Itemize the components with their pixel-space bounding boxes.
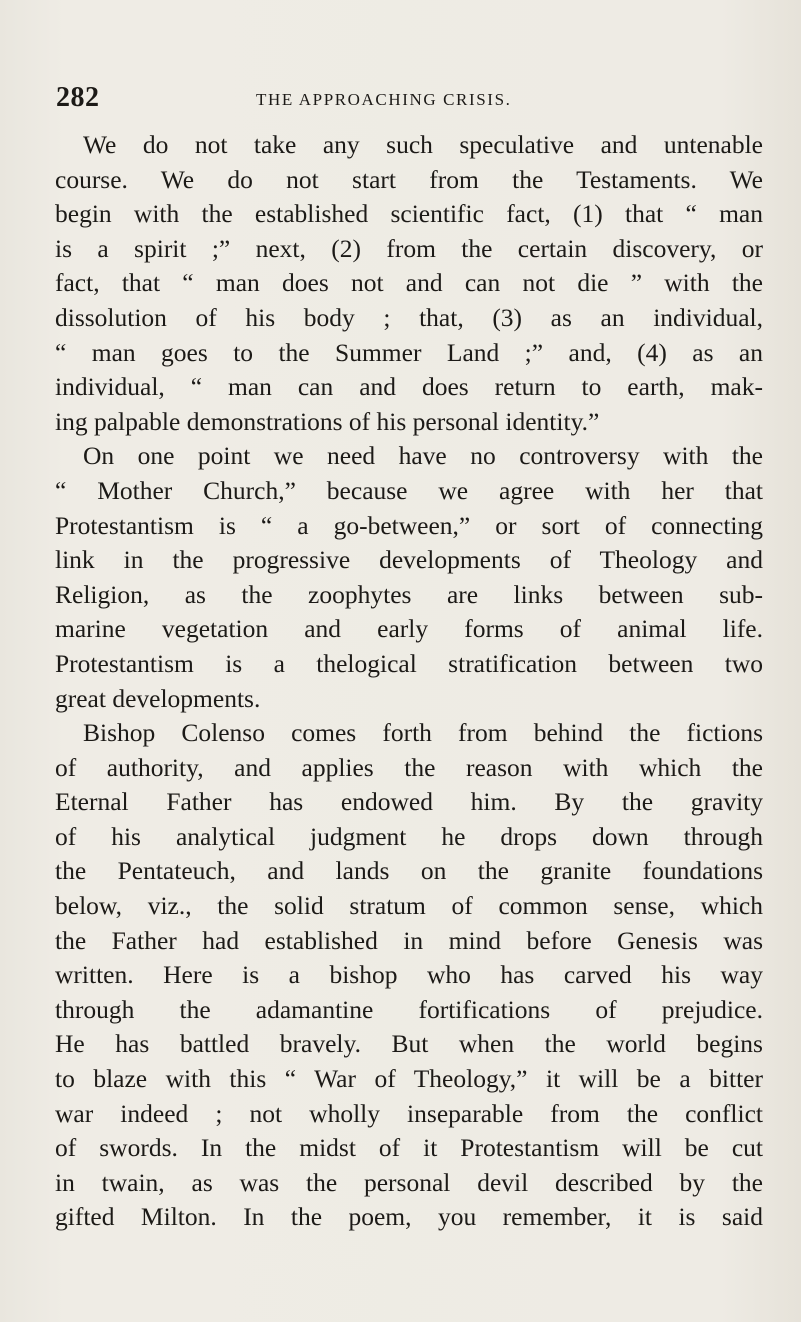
text-line: course. We do not start from the Testaments. We <box>55 164 763 194</box>
body-text <box>55 128 763 1235</box>
text-line: below, viz., the solid stratum of common sense, which <box>55 891 763 921</box>
text-line: We do not take any such speculative and untenable <box>83 130 763 159</box>
text-line: of swords. In the midst of it Protestantism will be cut <box>55 1133 763 1163</box>
text-line: On one point we need have no controversy with the <box>83 441 763 471</box>
text-line: war indeed ; not wholly inseparable from the conflict <box>55 1098 763 1128</box>
text-line: “ Mother Church,” because we agree with her that <box>55 475 763 505</box>
text-line: Eternal Father has endowed him. By the gravity <box>55 787 763 817</box>
text-line: to blaze with this “ War of Theology,” it will be a bitter <box>55 1064 763 1094</box>
text-line: fact, that “ man does not and can not die ” with the <box>55 268 763 298</box>
running-head <box>56 82 756 122</box>
running-title: THE APPROACHING CRISIS. <box>256 90 512 109</box>
text-line: Protestantism is a thelogical stratification between two <box>55 648 763 678</box>
text-line: the Pentateuch, and lands on the granite foundations <box>55 856 763 886</box>
text-line: dissolution of his body ; that, (3) as an individual, <box>55 302 763 332</box>
text-line: Protestantism is “ a go-between,” or sort of connecting <box>55 510 763 540</box>
text-line: He has battled bravely. But when the world begins <box>55 1029 763 1059</box>
text-line: individual, “ man can and does return to earth, mak- <box>55 372 763 402</box>
text-line: is a spirit ;” next, (2) from the certain discovery, or <box>55 233 763 263</box>
text-line: of his analytical judgment he drops down through <box>55 821 763 851</box>
text-line: marine vegetation and early forms of animal life. <box>55 614 763 644</box>
text-line: begin with the established scientific fact, (1) that “ man <box>55 199 763 229</box>
text-line: great developments. <box>55 683 261 713</box>
page-number: 282 <box>56 82 100 113</box>
text-line: ing palpable demonstrations of his personal identity.” <box>55 406 600 436</box>
text-line: written. Here is a bishop who has carved his way <box>55 960 763 990</box>
text-line: through the adamantine fortifications of prejudice. <box>55 994 763 1024</box>
text-line: link in the progressive developments of Theology and <box>55 545 763 575</box>
text-line: gifted Milton. In the poem, you remember, it is said <box>55 1202 763 1232</box>
text-line: in twain, as was the personal devil described by the <box>55 1167 763 1197</box>
text-line: Bishop Colenso comes forth from behind the fictions <box>83 718 763 748</box>
text-line: the Father had established in mind before Genesis was <box>55 925 763 955</box>
text-line: of authority, and applies the reason with which the <box>55 752 763 782</box>
text-line: “ man goes to the Summer Land ;” and, (4) as an <box>55 337 763 367</box>
text-line: Religion, as the zoophytes are links between sub- <box>55 579 763 609</box>
